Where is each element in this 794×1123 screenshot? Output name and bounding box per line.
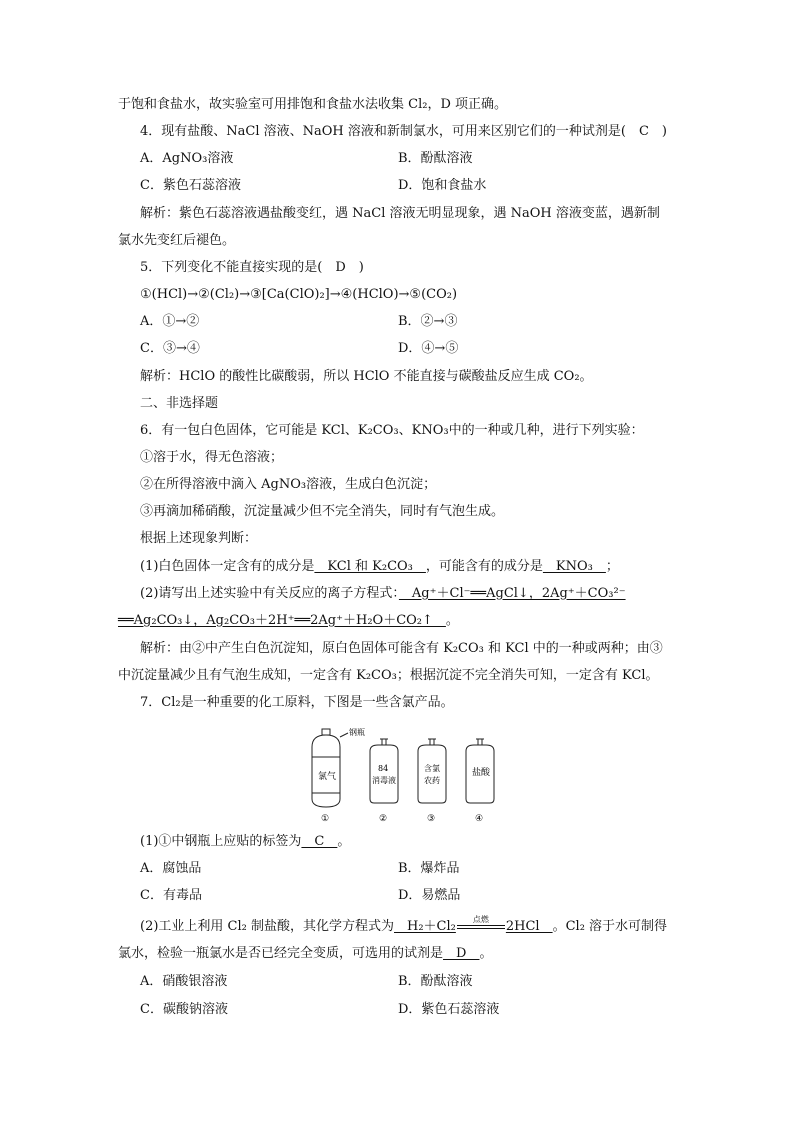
q6-part-2-prefix: (2)请写出上述实验中有关反应的离子方程式： — [140, 586, 399, 601]
bottle-3-label-1: 含氯 — [424, 764, 440, 773]
reaction-condition — [457, 914, 505, 934]
q7-part-1-end: 。 — [337, 834, 351, 849]
q7-part-2-end: 。 — [479, 946, 493, 961]
q5-option-a: A．①→② — [140, 314, 200, 329]
q4-option-a: A．AgNO₃溶液 — [140, 151, 234, 166]
q7-p2-option-a: A．硝酸银溶液 — [140, 974, 228, 989]
section-heading: 二、非选择题 — [140, 396, 219, 411]
q7-p2-option-c: C．碳酸钠溶液 — [140, 1002, 228, 1017]
q6-part-2-end: 。 — [445, 613, 459, 628]
q6-explanation-1: 解析：由②中产生白色沉淀知，原白色固体可能含有 K₂CO₃ 和 KCl 中的一种或两种；由③ — [140, 641, 663, 656]
q7-part-2-answer-2: D — [443, 946, 480, 961]
q7-p1-option-b: B．爆炸品 — [398, 861, 460, 876]
q6-step-2: ②在所得溶液中滴入 AgNO₃溶液，生成白色沉淀； — [140, 477, 437, 492]
q7-part-2-answer-right: 2HCl — [505, 919, 553, 934]
figure-number-1: ① — [321, 814, 330, 823]
q6-part-1-mid: ，可能含有的成分是 — [425, 559, 543, 574]
q5-stem: 5．下列变化不能直接实现的是( D ) — [140, 260, 364, 275]
q6-part-1-answer-2: KNO₃ — [542, 559, 606, 574]
q6-part-1-end: ； — [605, 559, 619, 574]
q4-option-d: D．饱和食盐水 — [398, 178, 487, 193]
figure-number-3: ③ — [427, 814, 436, 823]
line-q3-end: 于饱和食盐水，故实验室可用排饱和食盐水法收集 Cl₂，D 项正确。 — [118, 97, 508, 112]
q6-part-2-answer-1: Ag⁺＋Cl⁻══AgCl↓，2Ag⁺＋CO₃²⁻ — [398, 586, 626, 601]
figure-number-2: ② — [379, 814, 388, 823]
q7-part-2-line-2-prefix: 氯水，检验一瓶氯水是否已经完全变质，可选用的试剂是 — [118, 946, 444, 961]
q4-option-c: C．紫色石蕊溶液 — [140, 178, 241, 193]
reaction-condition-label: 点燃 — [472, 914, 489, 924]
q6-part-1 — [140, 558, 619, 576]
q6-stem: 6．有一包白色固体，它可能是 KCl、K₂CO₃、KNO₃中的一种或几种，进行下列实验： — [140, 423, 644, 438]
q6-step-1: ①溶于水，得无色溶液； — [140, 450, 284, 465]
q4-stem: 4．现有盐酸、NaCl 溶液、NaOH 溶液和新制氯水，可用来区别它们的一种试剂是( C ) — [140, 124, 667, 139]
steel-cylinder-icon — [312, 729, 348, 807]
bottle-1-label: 氯气 — [318, 772, 337, 782]
bottle-2-label-1: 84 — [378, 764, 389, 773]
bottle-3-label-2: 农药 — [424, 776, 440, 785]
q7-part-2 — [140, 914, 668, 936]
q5-option-b: B．②→③ — [398, 314, 458, 329]
q6-judge: 根据上述现象判断： — [140, 531, 258, 546]
q6-explanation-2: 中沉淀量减少且有气泡生成知，一定含有 K₂CO₃；根据沉淀不完全消失可知，一定含有 KCl。 — [118, 668, 659, 683]
q6-part-2-line-2 — [118, 612, 459, 630]
q7-part-2-mid: 。Cl₂ 溶于水可制得 — [552, 919, 668, 934]
q6-part-2-answer-2: ══Ag₂CO₃↓，Ag₂CO₃＋2H⁺══2Ag⁺＋H₂O＋CO₂↑ — [118, 613, 446, 628]
q7-p2-option-b: B．酚酞溶液 — [398, 974, 473, 989]
q7-p1-option-a: A．腐蚀品 — [140, 861, 202, 876]
q7-p1-option-d: D．易燃品 — [398, 888, 461, 903]
q5-option-c: C．③→④ — [140, 341, 200, 356]
q7-part-2-prefix: (2)工业上利用 Cl₂ 制盐酸，其化学方程式为 — [140, 919, 394, 934]
q6-part-2 — [140, 585, 626, 603]
chlorine-products-figure — [300, 727, 510, 823]
q7-part-1 — [140, 833, 350, 851]
q6-step-3: ③再滴加稀硝酸，沉淀量减少但不完全消失，同时有气泡生成。 — [140, 504, 505, 519]
figure-number-4: ④ — [475, 814, 484, 823]
q4-explanation-1: 解析：紫色石蕊溶液遇盐酸变红，遇 NaCl 溶液无明显现象，遇 NaOH 溶液变蓝，遇新制 — [140, 206, 660, 221]
q4-option-b: B．酚酞溶液 — [398, 151, 473, 166]
q5-option-d: D．④→⑤ — [398, 341, 459, 356]
q6-part-1-prefix: (1)白色固体一定含有的成分是 — [140, 559, 315, 574]
q7-part-1-answer: C — [301, 834, 338, 849]
bottle-4-label: 盐酸 — [472, 768, 491, 778]
cylinder-label: 钢瓶 — [349, 728, 365, 737]
q7-stem: 7．Cl₂是一种重要的化工原料，下图是一些含氯产品。 — [140, 695, 454, 710]
q7-part-2-answer-left: H₂＋Cl₂ — [394, 919, 456, 934]
bottle-2-label-2: 消毒液 — [372, 776, 396, 785]
q5-explanation: 解析：HClO 的酸性比碳酸弱，所以 HClO 不能直接与碳酸盐反应生成 CO₂。 — [140, 369, 593, 384]
q4-explanation-2: 氯水先变红后褪色。 — [118, 233, 236, 248]
q7-p2-option-d: D．紫色石蕊溶液 — [398, 1002, 500, 1017]
q6-part-1-answer-1: KCl 和 K₂CO₃ — [314, 559, 426, 574]
q5-chain: ①(HCl)→②(Cl₂)→③[Ca(ClO)₂]→④(HClO)→⑤(CO₂) — [140, 287, 458, 302]
q7-part-2-line-2 — [118, 945, 492, 963]
q7-p1-option-c: C．有毒品 — [140, 888, 202, 903]
q7-part-1-prefix: (1)①中钢瓶上应贴的标签为 — [140, 834, 302, 849]
